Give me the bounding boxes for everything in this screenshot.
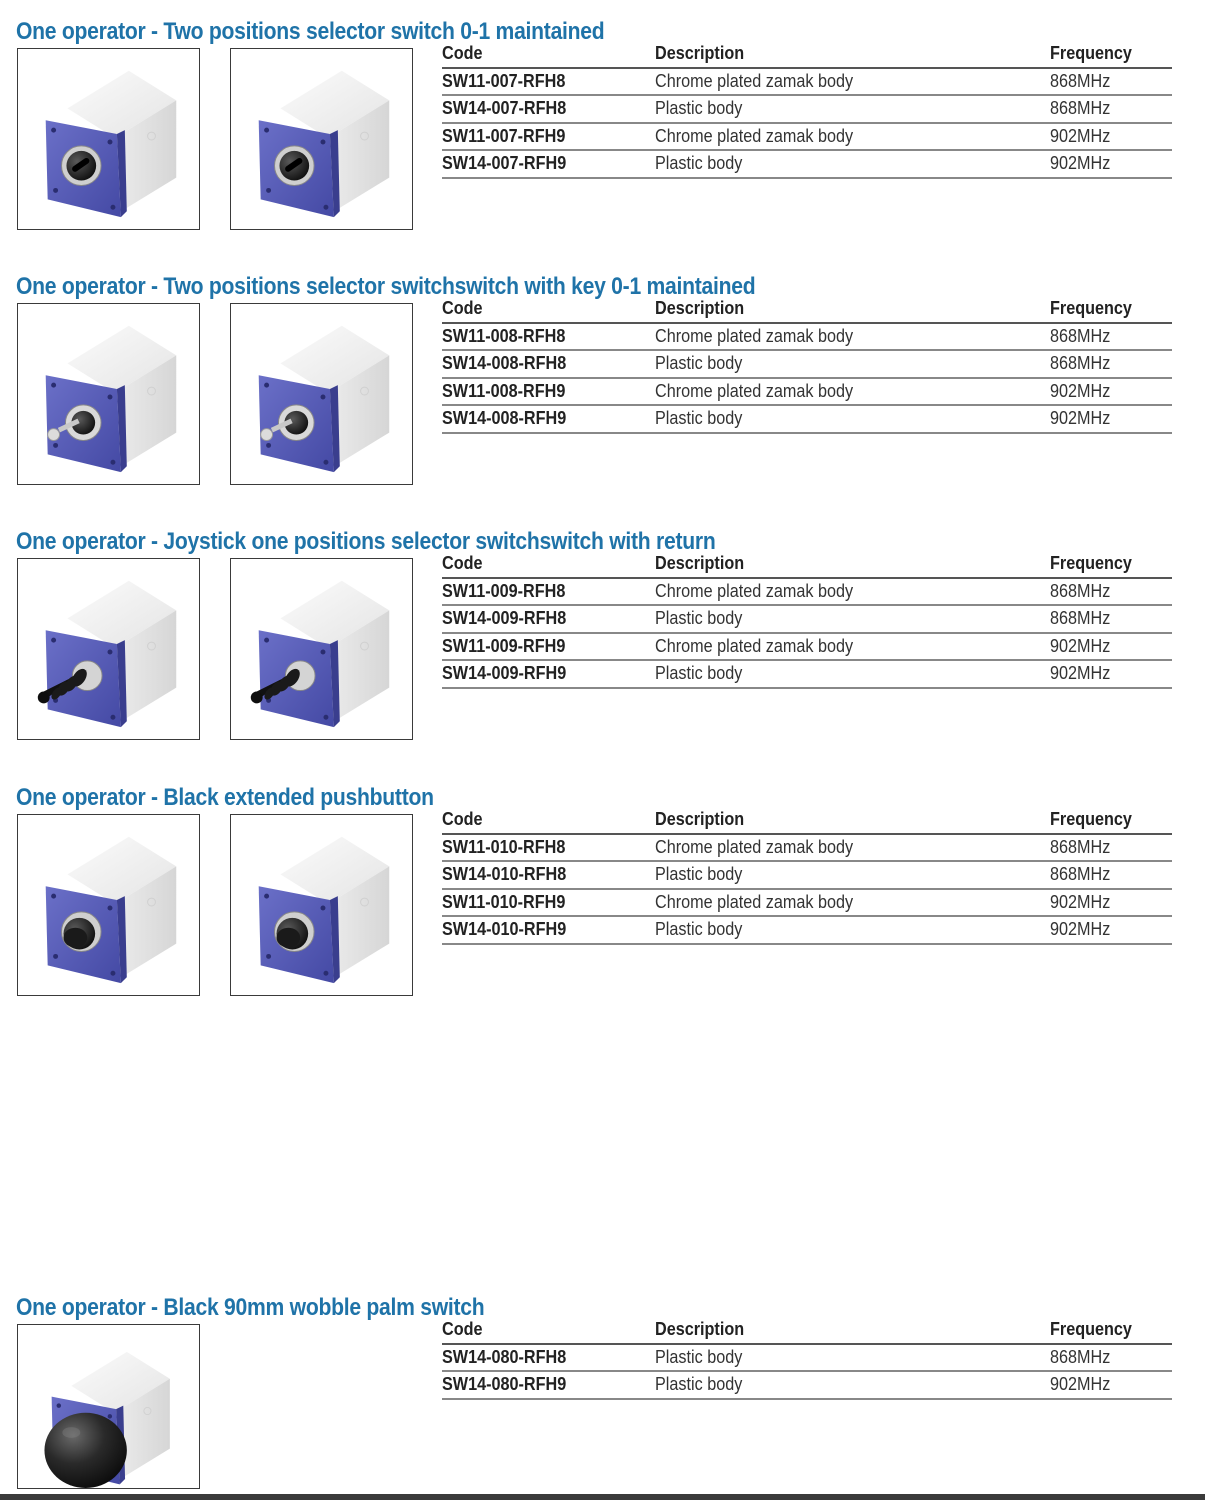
header-frequency: Frequency xyxy=(1050,550,1172,578)
selector-switch-plastic-image xyxy=(230,48,413,230)
pushbutton-plastic-image xyxy=(230,814,413,996)
pushbutton-chrome-image xyxy=(17,814,200,996)
product-frequency: 868MHz xyxy=(1050,834,1172,862)
product-description: Plastic body xyxy=(655,916,1050,944)
spec-table xyxy=(442,40,1172,179)
table-row xyxy=(442,660,1172,688)
table-row xyxy=(442,378,1172,406)
table-row xyxy=(442,1344,1172,1372)
product-code: SW14-007-RFH9 xyxy=(442,150,655,178)
product-code: SW11-010-RFH8 xyxy=(442,834,655,862)
product-description: Chrome plated zamak body xyxy=(655,123,1050,151)
table-row xyxy=(442,889,1172,917)
bottom-edge-bar xyxy=(0,1494,1205,1500)
product-code: SW11-007-RFH8 xyxy=(442,68,655,96)
key-selector-plastic-image xyxy=(230,303,413,485)
product-code: SW14-010-RFH8 xyxy=(442,861,655,889)
product-frequency: 868MHz xyxy=(1050,95,1172,123)
table-row xyxy=(442,95,1172,123)
spec-table xyxy=(442,295,1172,434)
product-description: Chrome plated zamak body xyxy=(655,323,1050,351)
spec-table xyxy=(442,806,1172,945)
product-frequency: 902MHz xyxy=(1050,123,1172,151)
table-row xyxy=(442,150,1172,178)
header-description: Description xyxy=(655,550,1050,578)
product-description: Chrome plated zamak body xyxy=(655,889,1050,917)
product-code: SW11-010-RFH9 xyxy=(442,889,655,917)
table-header-row xyxy=(442,806,1172,834)
header-description: Description xyxy=(655,295,1050,323)
table-header-row xyxy=(442,295,1172,323)
product-code: SW14-008-RFH9 xyxy=(442,405,655,433)
wobble-palm-switch-image xyxy=(17,1324,200,1489)
product-frequency: 902MHz xyxy=(1050,1371,1172,1399)
product-frequency: 902MHz xyxy=(1050,633,1172,661)
product-code: SW14-010-RFH9 xyxy=(442,916,655,944)
table-row xyxy=(442,916,1172,944)
product-description: Plastic body xyxy=(655,660,1050,688)
product-code: SW11-009-RFH8 xyxy=(442,578,655,606)
table-row xyxy=(442,68,1172,96)
header-description: Description xyxy=(655,1316,1050,1344)
product-frequency: 902MHz xyxy=(1050,150,1172,178)
table-row xyxy=(442,633,1172,661)
section-title: One operator - Black extended pushbutton xyxy=(16,784,434,811)
table-row xyxy=(442,834,1172,862)
product-description: Chrome plated zamak body xyxy=(655,633,1050,661)
table-row xyxy=(442,861,1172,889)
product-frequency: 868MHz xyxy=(1050,323,1172,351)
product-description: Plastic body xyxy=(655,861,1050,889)
header-code: Code xyxy=(442,806,655,834)
product-frequency: 868MHz xyxy=(1050,605,1172,633)
table-row xyxy=(442,350,1172,378)
product-frequency: 902MHz xyxy=(1050,660,1172,688)
product-frequency: 868MHz xyxy=(1050,350,1172,378)
product-frequency: 902MHz xyxy=(1050,405,1172,433)
table-row xyxy=(442,578,1172,606)
product-description: Plastic body xyxy=(655,150,1050,178)
joystick-chrome-image xyxy=(17,558,200,740)
product-code: SW11-007-RFH9 xyxy=(442,123,655,151)
header-frequency: Frequency xyxy=(1050,1316,1172,1344)
product-frequency: 868MHz xyxy=(1050,578,1172,606)
header-description: Description xyxy=(655,40,1050,68)
product-code: SW14-009-RFH9 xyxy=(442,660,655,688)
key-selector-chrome-image xyxy=(17,303,200,485)
section-title: One operator - Black 90mm wobble palm switch xyxy=(16,1294,485,1321)
header-description: Description xyxy=(655,806,1050,834)
header-code: Code xyxy=(442,40,655,68)
header-code: Code xyxy=(442,295,655,323)
product-frequency: 868MHz xyxy=(1050,1344,1172,1372)
product-code: SW11-009-RFH9 xyxy=(442,633,655,661)
spec-table xyxy=(442,1316,1172,1400)
table-header-row xyxy=(442,1316,1172,1344)
header-code: Code xyxy=(442,550,655,578)
product-frequency: 868MHz xyxy=(1050,861,1172,889)
product-description: Plastic body xyxy=(655,350,1050,378)
table-row xyxy=(442,605,1172,633)
table-row xyxy=(442,1371,1172,1399)
header-code: Code xyxy=(442,1316,655,1344)
product-description: Plastic body xyxy=(655,1344,1050,1372)
product-code: SW14-007-RFH8 xyxy=(442,95,655,123)
table-row xyxy=(442,405,1172,433)
table-row xyxy=(442,123,1172,151)
product-code: SW14-009-RFH8 xyxy=(442,605,655,633)
section-title: One operator - Two positions selector switch 0-1 maintained xyxy=(16,18,605,45)
product-description: Plastic body xyxy=(655,405,1050,433)
table-header-row xyxy=(442,550,1172,578)
header-frequency: Frequency xyxy=(1050,40,1172,68)
product-description: Plastic body xyxy=(655,605,1050,633)
product-description: Chrome plated zamak body xyxy=(655,378,1050,406)
header-frequency: Frequency xyxy=(1050,806,1172,834)
product-code: SW14-008-RFH8 xyxy=(442,350,655,378)
joystick-plastic-image xyxy=(230,558,413,740)
product-frequency: 902MHz xyxy=(1050,889,1172,917)
product-frequency: 902MHz xyxy=(1050,378,1172,406)
section-title: One operator - Joystick one positions selector switchswitch with return xyxy=(16,528,716,555)
selector-switch-chrome-image xyxy=(17,48,200,230)
product-description: Chrome plated zamak body xyxy=(655,68,1050,96)
table-header-row xyxy=(442,40,1172,68)
spec-table xyxy=(442,550,1172,689)
header-frequency: Frequency xyxy=(1050,295,1172,323)
product-description: Plastic body xyxy=(655,95,1050,123)
product-code: SW14-080-RFH8 xyxy=(442,1344,655,1372)
product-code: SW14-080-RFH9 xyxy=(442,1371,655,1399)
product-frequency: 868MHz xyxy=(1050,68,1172,96)
product-description: Chrome plated zamak body xyxy=(655,578,1050,606)
table-row xyxy=(442,323,1172,351)
product-code: SW11-008-RFH9 xyxy=(442,378,655,406)
product-code: SW11-008-RFH8 xyxy=(442,323,655,351)
section-title: One operator - Two positions selector switchswitch with key 0-1 maintained xyxy=(16,273,756,300)
product-description: Chrome plated zamak body xyxy=(655,834,1050,862)
product-frequency: 902MHz xyxy=(1050,916,1172,944)
product-description: Plastic body xyxy=(655,1371,1050,1399)
